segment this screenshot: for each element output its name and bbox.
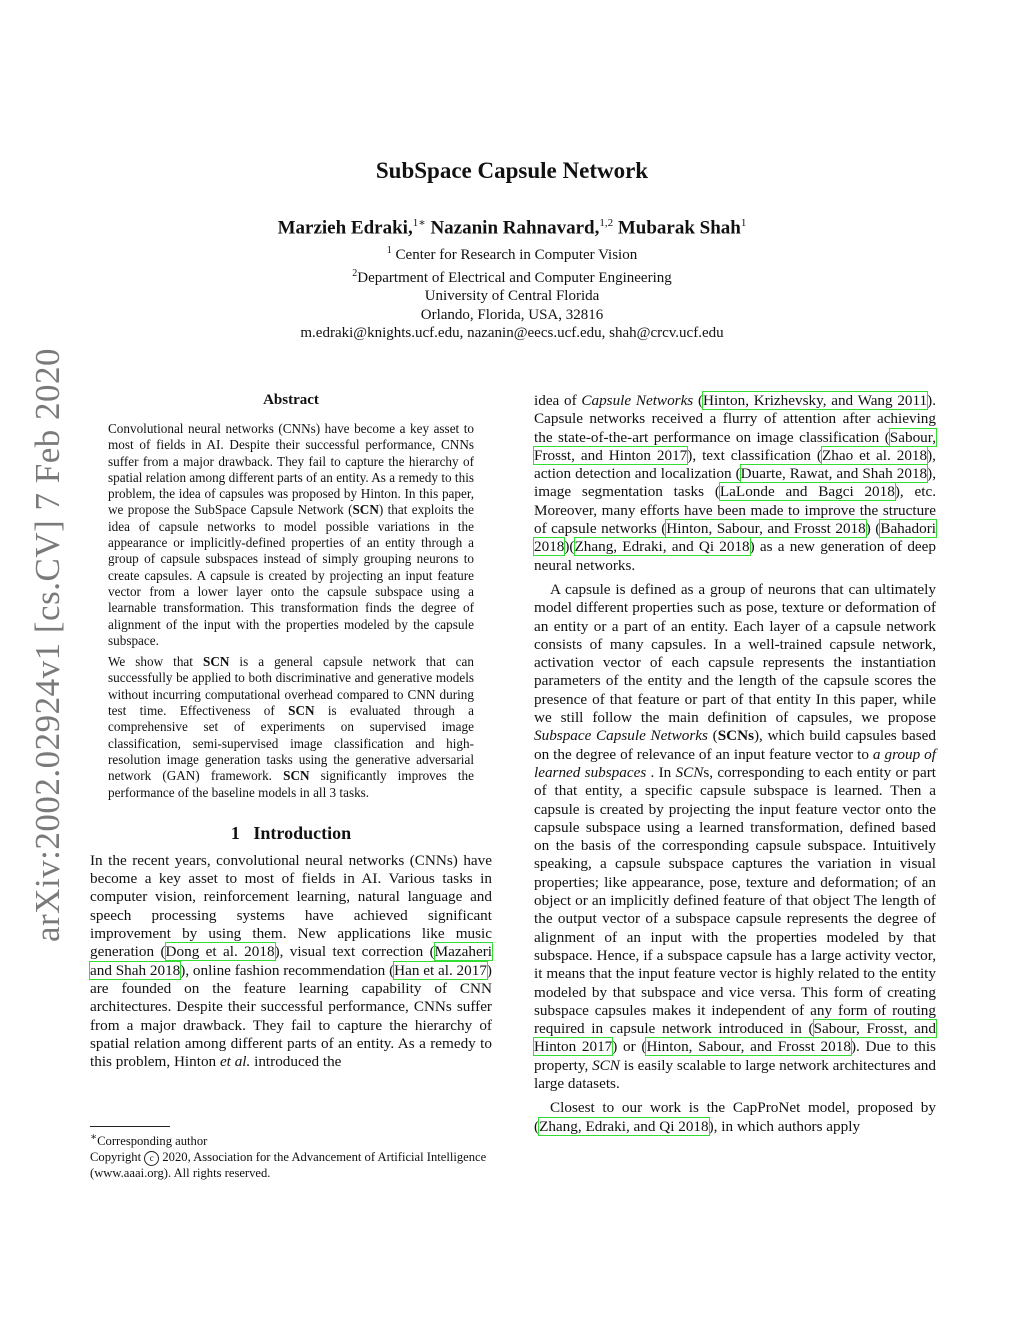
section-heading-introduction — [90, 823, 492, 844]
body-paragraph: idea of Capsule Networks (Hinton, Krizhevsky, and Wang 2011). Capsule networks received a flurry of attention after achieving the state-of-the-art performance on image classification (Sabour, Frosst, and Hinton 2017), text classification (Zhao et al. 2018), action detection and localization (Duarte, Rawat, and Shah 2018), image segmentation tasks (LaLonde and Bagci 2018), etc. Moreover, many efforts have been made to improve the structure of capsule networks (Hinton, Sabour, and Frosst 2018) (Bahadori 2018)(Zhang, Edraki, and Qi 2018) as a new generation of deep neural networks. — [534, 392, 936, 574]
body-paragraph: In the recent years, convolutional neural networks (CNNs) have become a key asset to most of fields in AI. Various tasks in computer vision, reinforcement learning, natural language and speech processing systems have achieved significant improvement by using them. New applications like music generation (Dong et al. 2018), visual text correction (Mazaheri and Shah 2018), online fashion recommendation (Han et al. 2017) are founded on the feature learning capability of CNN architectures. Despite their successful performance, CNNs suffer from a major drawback. They fail to capture the hierarchy of spatial relation among different parts of an entity. As a remedy to this problem, Hinton et al. introduced the — [90, 851, 492, 1071]
affiliation-mark: 2 — [352, 267, 358, 279]
affiliation-mark: 1 — [386, 245, 392, 256]
citation-link[interactable]: Bahadori 2018 — [534, 520, 936, 556]
citation-link[interactable]: Zhang, Edraki, and Qi 2018 — [539, 1117, 709, 1135]
right-column — [534, 392, 936, 1136]
author-name: Marzieh Edraki, — [277, 217, 413, 239]
affiliation-line: University of Central Florida — [424, 288, 600, 305]
affiliation-text: Center for Research in Computer Vision — [395, 247, 638, 263]
right-body — [534, 392, 936, 1136]
citation-link[interactable]: Dong et al. 2018 — [165, 943, 275, 961]
affiliation-text: Department of Electrical and Computer Engineering — [357, 269, 672, 286]
citation-link[interactable]: Sabour, Frosst, and Hinton 2017 — [534, 1020, 936, 1056]
citation-link[interactable]: LaLonde and Bagci 2018 — [719, 483, 895, 501]
author-name: Mubarak Shah — [617, 217, 741, 239]
abstract-paragraph: We show that SCN is a general capsule network that can successfully be applied to both discriminative and generative models without incurring computational overhead compared to CNN during test time. Effectiveness of SCN is evaluated through a comprehensive set of experiments on supervised image classification, semi-supervised image classification and high-resolution image generation tasks using the generative adversarial network (GAN) framework. SCN significantly improves the performance of the baseline models in all 3 tasks. — [108, 654, 475, 800]
citation-link[interactable]: Han et al. 2017 — [394, 961, 487, 979]
author-emails: m.edraki@knights.ucf.edu, nazanin@eecs.ucf.edu, shah@crcv.ucf.edu — [300, 325, 724, 342]
left-column — [90, 392, 492, 1071]
citation-link[interactable]: Hinton, Sabour, and Frosst 2018 — [666, 520, 866, 538]
citation-link[interactable]: Mazaheri and Shah 2018 — [90, 943, 492, 979]
citation-link[interactable]: Zhang, Edraki, and Qi 2018 — [574, 538, 750, 556]
author-affiliation-mark: 1∗ — [412, 217, 426, 229]
affiliation-line — [0, 265, 1024, 288]
citation-link[interactable]: Duarte, Rawat, and Shah 2018 — [740, 465, 928, 483]
citation-link[interactable]: Hinton, Sabour, and Frosst 2018 — [646, 1038, 851, 1056]
copyright-icon: c — [144, 1151, 159, 1166]
abstract-body — [108, 421, 474, 801]
intro-body — [90, 852, 492, 1072]
author-affiliation-mark: 1 — [740, 217, 747, 229]
arxiv-identifier: arXiv:2002.02924v1 [cs.CV] 7 Feb 2020 — [28, 347, 67, 943]
affiliation-line: Orlando, Florida, USA, 32816 — [420, 306, 604, 323]
body-paragraph: Closest to our work is the CapProNet model, proposed by (Zhang, Edraki, and Qi 2018), in which authors apply — [534, 1099, 936, 1135]
citation-link[interactable]: Sabour, Frosst, and Hinton 2017 — [534, 428, 936, 464]
footnote-text: ∗Corresponding author — [90, 1132, 208, 1149]
author-affiliation-mark: 1,2 — [599, 217, 614, 229]
abstract-paragraph: Convolutional neural networks (CNNs) have become a key asset to most of fields in AI. Despite their successful performance, CNNs suffer from a major drawback. They fail to capture the hierarchy of spatial relation among different parts of an entity. As a remedy to this problem, the idea of capsules was proposed by Hinton. In this paper, we propose the SubSpace Capsule Network (SCN) that exploits the idea of capsule networks to model possible variations in the appearance or implicitly-defined properties of an entity through a group of capsule subspaces instead of simply grouping neurons to create capsules. A capsule is created by projecting an input feature vector from a lower layer onto the capsule subspace using a learnable transformation. This transformation finds the degree of alignment of the input with the properties modeled by the capsule subspace. — [108, 421, 474, 648]
author-list — [0, 216, 1024, 239]
section-number: 1 — [230, 822, 240, 843]
footnote-rule — [90, 1126, 170, 1127]
body-paragraph: A capsule is defined as a group of neurons that can ultimately model different properties such as pose, texture or deformation of an entity or a part of an entity. Each layer of a capsule network consists of many capsules. In a well-trained capsule network, activation vector of each capsule represents the instantiation parameters of the entity and the length of the capsule scores the presence of that feature or part of that entity In this paper, while we still follow the main definition of capsules, we propose Subspace Capsule Networks (SCNs), which build capsules based on the degree of relevance of an input feature vector to a group of learned subspaces . In SCNs, corresponding to each entity or part of that entity, a specific capsule subspace is learned. Then a capsule is created by projecting the input feature vector onto the capsule subspace using a learned transformation, defined based on the basis of the corresponding capsule subspace. Intuitively speaking, a capsule subspace captures the variation in visual properties; like appearance, pose, texture and deformation; of an object or an implicitly defined feature of that object The length of the output vector of a subspace capsule represents the degree of alignment of an input with the properties modeled by that subspace. Hence, if a subspace capsule has a large activity vector, it means that the input feature vector is highly related to the entity modeled by that subspace and vice versa. This form of creating subspace capsules makes it independent of any form of routing required in capsule network introduced in (Sabour, Frosst, and Hinton 2017) or (Hinton, Sabour, and Frosst 2018). Due to this property, SCN is easily scalable to large network architectures and large datasets. — [534, 580, 937, 1092]
citation-link[interactable]: Hinton, Krizhevsky, and Wang 2011 — [703, 392, 928, 409]
citation-link[interactable]: Zhao et al. 2018 — [821, 446, 928, 464]
affiliation-line — [0, 242, 1024, 265]
copyright-notice: Copyright c 2020, Association for the Advancement of Artificial Intelligence (www.aaai.org). All rights reserved. — [90, 1149, 487, 1180]
author-name: Nazanin Rahnavard, — [430, 217, 600, 239]
section-title: Introduction — [253, 822, 352, 843]
abstract-heading: Abstract — [263, 392, 319, 408]
paper-title: SubSpace Capsule Network — [375, 158, 649, 183]
footnote — [90, 1126, 492, 1181]
affiliations — [0, 242, 1024, 343]
